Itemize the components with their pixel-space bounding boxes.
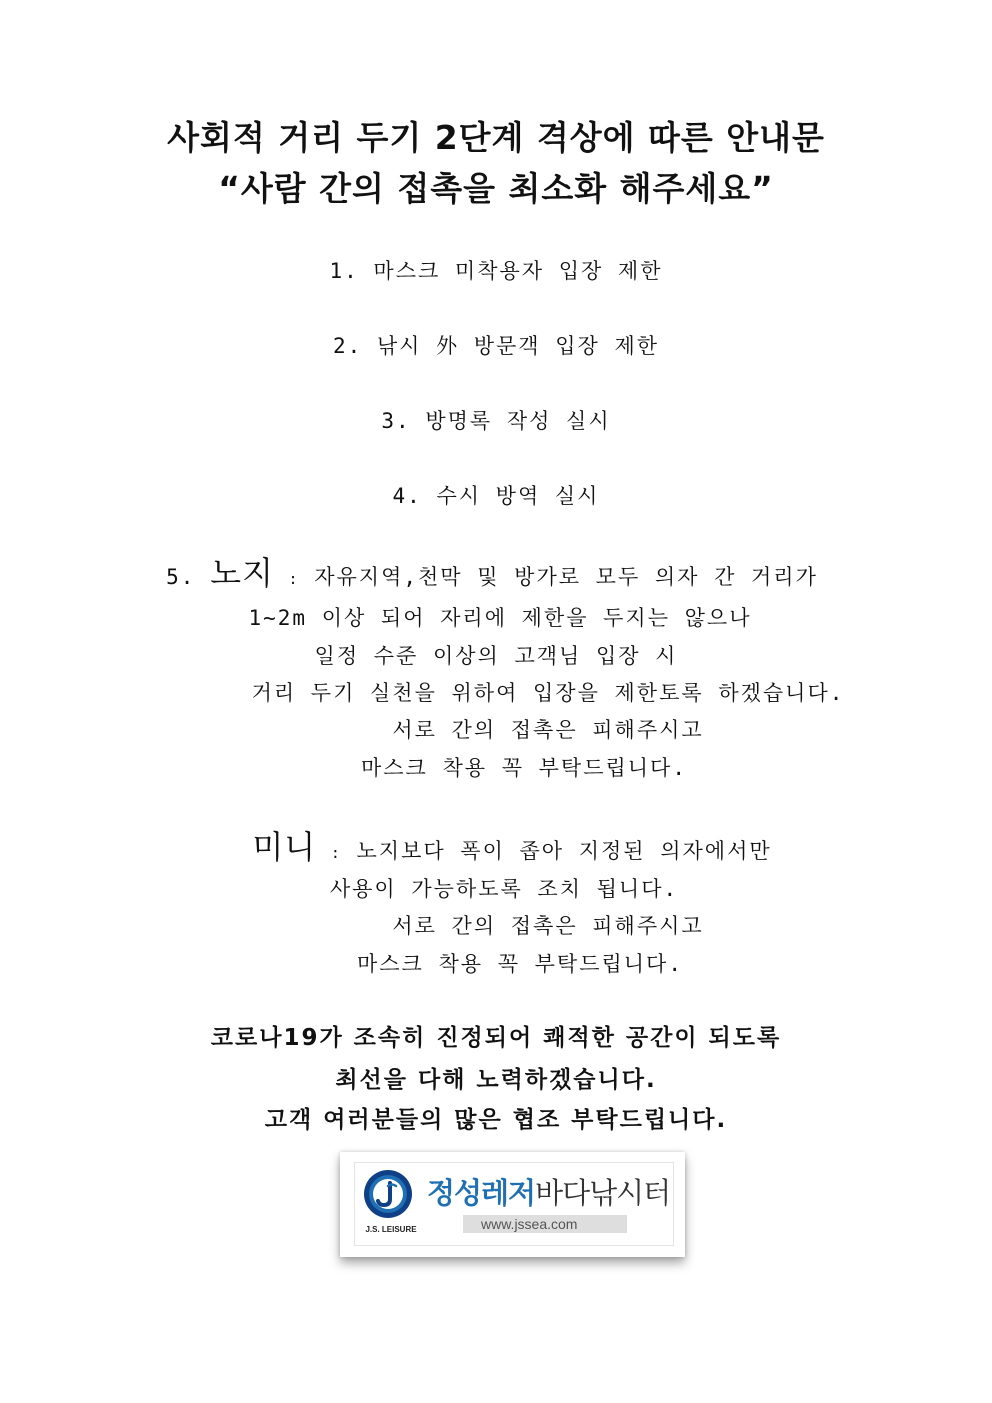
mini-text: 노지보다 폭이 좁아 지정된 의자에서만 [356, 839, 772, 863]
logo-url: www.jssea.com [463, 1215, 627, 1233]
js-leisure-emblem-icon [363, 1169, 413, 1219]
rule-item: 1. 마스크 미착용자 입장 제한 [329, 259, 663, 283]
notice-title: 사회적 거리 두기 2단계 격상에 따른 안내문 [167, 118, 825, 157]
logo-name-bold: 정성레저 [427, 1176, 536, 1210]
noji-text-line: 1~2m 이상 되어 자리에 제한을 두지는 않으나 [248, 606, 752, 630]
noji-colon: : [288, 570, 300, 588]
noji-text: 자유지역,천막 및 방가로 모두 의자 간 거리가 [314, 565, 818, 589]
mini-text-line: 서로 간의 접촉은 피해주시고 [392, 914, 704, 938]
mini-text-line: 마스크 착용 꼭 부탁드립니다. [356, 952, 683, 976]
rule-item: 4. 수시 방역 실시 [392, 484, 600, 508]
noji-label: 노지 [210, 554, 274, 592]
noji-number: 5. [166, 565, 196, 589]
noji-heading-line [0, 548, 988, 594]
logo-subtitle: J.S. LEISURE [365, 1225, 417, 1234]
logo-name-regular: 바다낚시터 [535, 1176, 671, 1210]
logo-frame [354, 1162, 674, 1246]
noji-text-line: 서로 간의 접촉은 피해주시고 [392, 718, 704, 742]
company-logo [340, 1152, 685, 1257]
mini-label: 미니 [252, 828, 317, 866]
mini-text-line: 사용이 가능하도록 조치 됩니다. [329, 877, 679, 901]
noji-text-line: 마스크 착용 꼭 부탁드립니다. [360, 756, 687, 780]
mini-colon: : [330, 844, 342, 862]
rule-item: 3. 방명록 작성 실시 [381, 409, 611, 433]
closing-line: 최선을 다해 노력하겠습니다. [335, 1067, 657, 1093]
logo-wordmark [427, 1171, 670, 1212]
rule-item: 2. 낚시 外 방문객 입장 제한 [332, 334, 660, 358]
mini-heading-line [16, 822, 992, 868]
noji-text-line: 일정 수준 이상의 고객님 입장 시 [314, 644, 678, 668]
closing-line: 코로나19가 조속히 진정되어 쾌적한 공간이 되도록 [210, 1025, 782, 1051]
notice-subtitle: “사람 간의 접촉을 최소화 해주세요” [218, 169, 774, 208]
noji-text-line: 거리 두기 실천을 위하여 입장을 제한토록 하겠습니다. [251, 681, 845, 705]
closing-line: 고객 여러분들의 많은 협조 부탁드립니다. [264, 1107, 728, 1133]
